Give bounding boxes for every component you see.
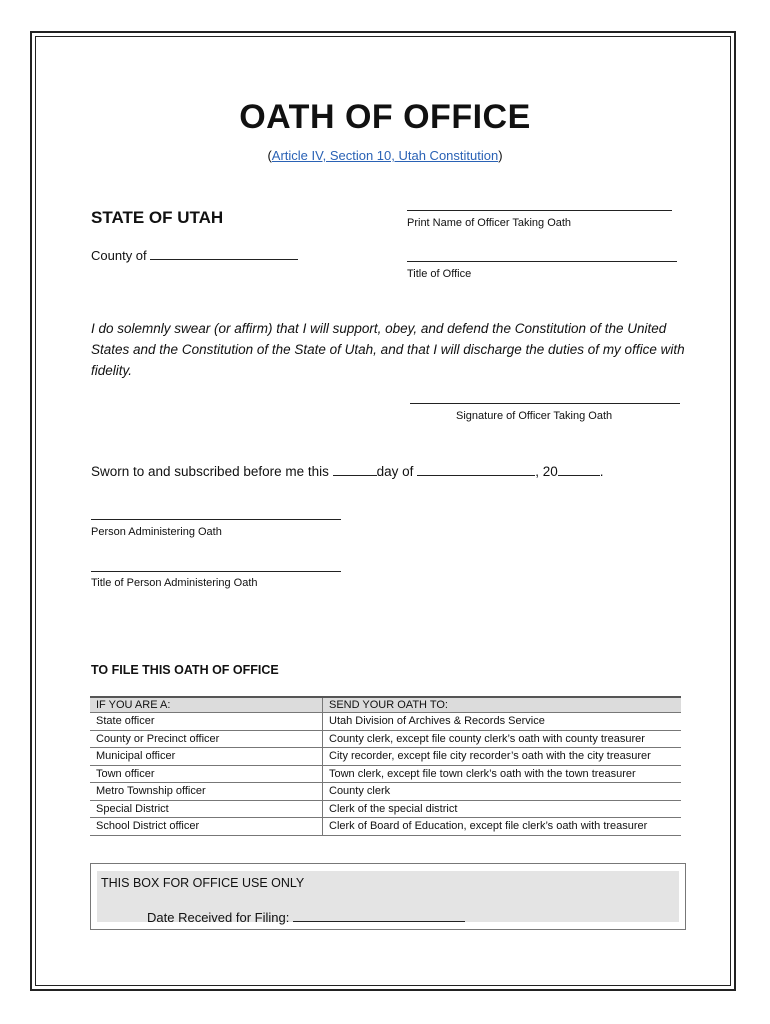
- table-row: [90, 765, 681, 783]
- filing-table: [90, 696, 681, 836]
- send-to: Clerk of the special district: [323, 800, 682, 818]
- send-to: Utah Division of Archives & Records Service: [323, 713, 682, 731]
- send-to: County clerk: [323, 783, 682, 801]
- page-title: OATH OF OFFICE: [239, 98, 531, 136]
- day-blank[interactable]: [333, 461, 377, 476]
- col-header-send-to: SEND YOUR OATH TO:: [323, 697, 682, 713]
- send-to: County clerk, except file county clerk’s oath with county treasurer: [323, 730, 682, 748]
- table-row: [90, 713, 681, 731]
- send-to: Town clerk, except file town clerk’s oath with the town treasurer: [323, 765, 682, 783]
- table-row: [90, 730, 681, 748]
- sworn-statement: Sworn to and subscribed before me this day of , 20 .: [91, 461, 604, 479]
- state-heading: STATE OF UTAH: [91, 208, 224, 227]
- year-blank[interactable]: [558, 461, 600, 476]
- col-header-if-you-are: IF YOU ARE A:: [90, 697, 323, 713]
- administering-title-label: Title of Person Administering Oath: [91, 577, 258, 589]
- administering-title-line[interactable]: [91, 571, 341, 572]
- date-received-blank[interactable]: [293, 907, 465, 922]
- subtitle: (Article IV, Section 10, Utah Constitution): [267, 148, 503, 163]
- constitution-link[interactable]: Article IV, Section 10, Utah Constitution: [271, 148, 499, 163]
- signature-label: Signature of Officer Taking Oath: [456, 410, 613, 422]
- administering-label: Person Administering Oath: [91, 526, 222, 538]
- office-use-title: THIS BOX FOR OFFICE USE ONLY: [101, 876, 305, 890]
- officer-type: Municipal officer: [90, 748, 323, 766]
- filing-heading: TO FILE THIS OATH OF OFFICE: [91, 663, 279, 677]
- officer-type: Special District: [90, 800, 323, 818]
- inner-border: [35, 36, 731, 986]
- table-row: [90, 783, 681, 801]
- send-to: Clerk of Board of Education, except file clerk’s oath with treasurer: [323, 818, 682, 836]
- send-to: City recorder, except file city recorder’s oath with the city treasurer: [323, 748, 682, 766]
- officer-type: Metro Township officer: [90, 783, 323, 801]
- oath-text: I do solemnly swear (or affirm) that I will support, obey, and defend the Constitution of the United States and the Constitution of the State of Utah, and that I will discharge the duties of my office with fidelity.: [91, 321, 685, 378]
- title-of-office-line[interactable]: [407, 261, 677, 262]
- title-of-office-label: Title of Office: [407, 268, 472, 280]
- signature-line[interactable]: [410, 403, 680, 404]
- county-blank[interactable]: [150, 245, 298, 260]
- table-row: [90, 818, 681, 836]
- date-received-field: Date Received for Filing:: [147, 907, 465, 925]
- officer-type: School District officer: [90, 818, 323, 836]
- print-name-line[interactable]: [407, 210, 672, 211]
- officer-type: Town officer: [90, 765, 323, 783]
- county-field: County of: [91, 245, 298, 263]
- table-row: [90, 748, 681, 766]
- table-row: [90, 800, 681, 818]
- officer-type: State officer: [90, 713, 323, 731]
- office-use-box: [90, 863, 686, 930]
- officer-type: County or Precinct officer: [90, 730, 323, 748]
- administering-line[interactable]: [91, 519, 341, 520]
- table-header-row: [90, 697, 681, 713]
- office-use-shading: [97, 871, 679, 925]
- month-blank[interactable]: [417, 461, 535, 476]
- print-name-label: Print Name of Officer Taking Oath: [407, 217, 572, 229]
